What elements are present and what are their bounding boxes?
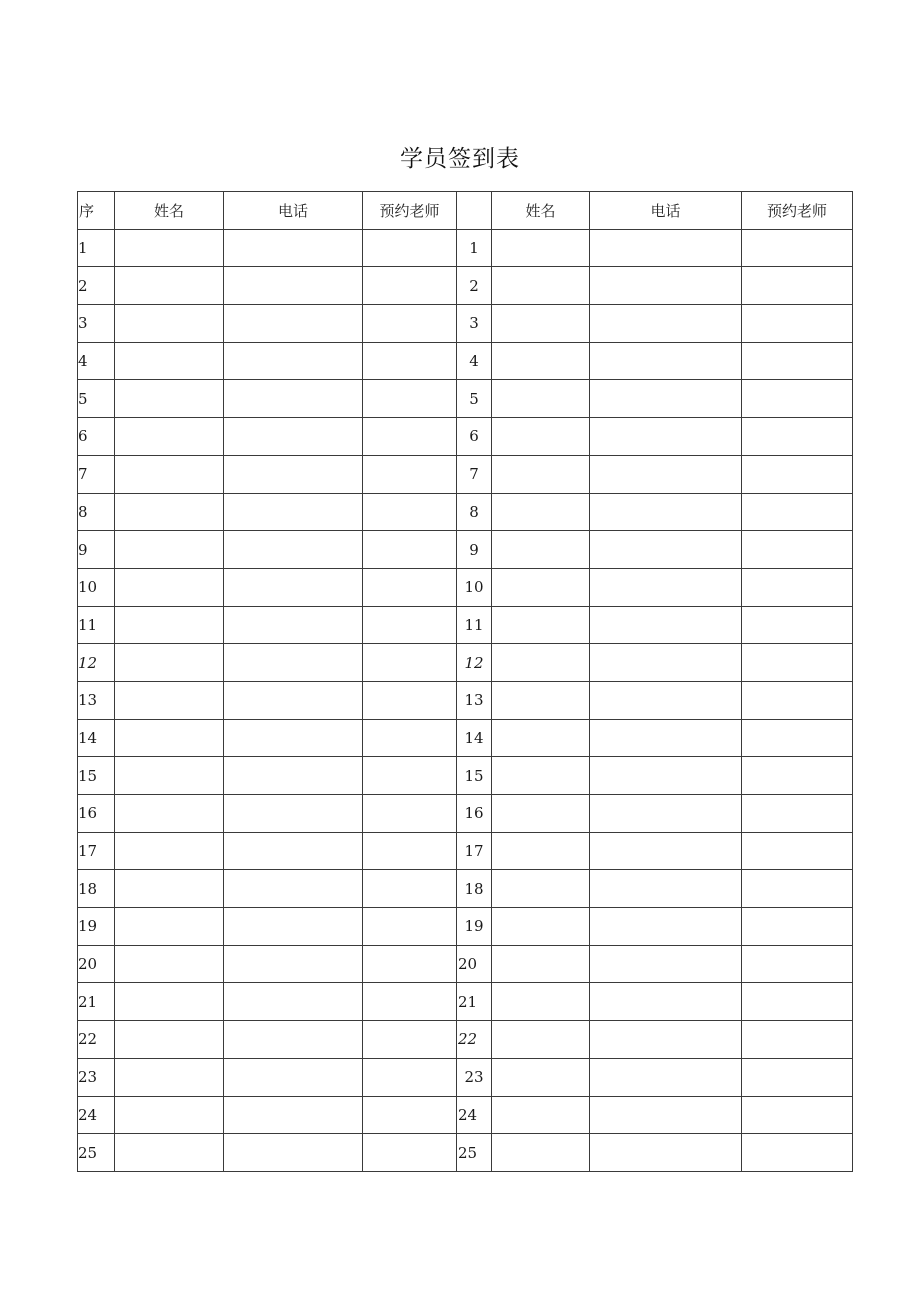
row-number-right: 23 — [457, 1058, 492, 1096]
phone-cell-right[interactable] — [590, 493, 742, 531]
teacher-cell-left[interactable] — [363, 832, 457, 870]
teacher-cell-right[interactable] — [742, 1134, 853, 1172]
name-cell-right[interactable] — [492, 568, 590, 606]
header-teacher-right: 预约老师 — [742, 192, 853, 230]
table-row — [78, 681, 853, 719]
phone-cell-right[interactable] — [590, 757, 742, 795]
table-row — [78, 1058, 853, 1096]
phone-cell-left[interactable] — [224, 757, 363, 795]
row-number-left: 7 — [78, 455, 115, 493]
table-row — [78, 1021, 853, 1059]
row-number-right: 20 — [457, 945, 492, 983]
teacher-cell-left[interactable] — [363, 493, 457, 531]
teacher-cell-left[interactable] — [363, 568, 457, 606]
row-number-right: 4 — [457, 342, 492, 380]
phone-cell-right[interactable] — [590, 719, 742, 757]
name-cell-left[interactable] — [115, 983, 224, 1021]
name-cell-left[interactable] — [115, 493, 224, 531]
teacher-cell-right[interactable] — [742, 719, 853, 757]
phone-cell-right[interactable] — [590, 305, 742, 343]
phone-cell-left[interactable] — [224, 1058, 363, 1096]
teacher-cell-left[interactable] — [363, 531, 457, 569]
row-number-right: 21 — [457, 983, 492, 1021]
name-cell-right[interactable] — [492, 493, 590, 531]
row-number-left: 11 — [78, 606, 115, 644]
table-row — [78, 908, 853, 946]
table-row — [78, 493, 853, 531]
phone-cell-right[interactable] — [590, 1096, 742, 1134]
phone-cell-left[interactable] — [224, 1096, 363, 1134]
teacher-cell-left[interactable] — [363, 606, 457, 644]
name-cell-left[interactable] — [115, 1096, 224, 1134]
phone-cell-left[interactable] — [224, 493, 363, 531]
row-number-left: 10 — [78, 568, 115, 606]
teacher-cell-left[interactable] — [363, 644, 457, 682]
phone-cell-left[interactable] — [224, 229, 363, 267]
phone-cell-left[interactable] — [224, 1021, 363, 1059]
teacher-cell-left[interactable] — [363, 455, 457, 493]
name-cell-left[interactable] — [115, 455, 224, 493]
row-number-left: 4 — [78, 342, 115, 380]
name-cell-left[interactable] — [115, 229, 224, 267]
name-cell-left[interactable] — [115, 342, 224, 380]
phone-cell-left[interactable] — [224, 719, 363, 757]
header-row — [78, 192, 853, 230]
phone-cell-left[interactable] — [224, 795, 363, 833]
row-number-left: 20 — [78, 945, 115, 983]
phone-cell-right[interactable] — [590, 908, 742, 946]
row-number-left: 9 — [78, 531, 115, 569]
row-number-left: 13 — [78, 681, 115, 719]
phone-cell-right[interactable] — [590, 380, 742, 418]
row-number-right: 16 — [457, 795, 492, 833]
teacher-cell-right[interactable] — [742, 455, 853, 493]
name-cell-right[interactable] — [492, 1058, 590, 1096]
name-cell-right[interactable] — [492, 719, 590, 757]
phone-cell-right[interactable] — [590, 1021, 742, 1059]
row-number-left: 25 — [78, 1134, 115, 1172]
phone-cell-left[interactable] — [224, 380, 363, 418]
name-cell-left[interactable] — [115, 644, 224, 682]
table-row — [78, 719, 853, 757]
teacher-cell-left[interactable] — [363, 795, 457, 833]
table-row — [78, 305, 853, 343]
teacher-cell-right[interactable] — [742, 418, 853, 456]
row-number-right: 18 — [457, 870, 492, 908]
teacher-cell-right[interactable] — [742, 681, 853, 719]
row-number-left: 16 — [78, 795, 115, 833]
name-cell-right[interactable] — [492, 1021, 590, 1059]
row-number-left: 23 — [78, 1058, 115, 1096]
name-cell-right[interactable] — [492, 606, 590, 644]
teacher-cell-left[interactable] — [363, 418, 457, 456]
phone-cell-right[interactable] — [590, 795, 742, 833]
teacher-cell-left[interactable] — [363, 229, 457, 267]
phone-cell-right[interactable] — [590, 1134, 742, 1172]
phone-cell-right[interactable] — [590, 531, 742, 569]
row-number-right: 6 — [457, 418, 492, 456]
row-number-left: 19 — [78, 908, 115, 946]
teacher-cell-left[interactable] — [363, 1096, 457, 1134]
table-row — [78, 757, 853, 795]
phone-cell-right[interactable] — [590, 455, 742, 493]
name-cell-left[interactable] — [115, 945, 224, 983]
phone-cell-left[interactable] — [224, 644, 363, 682]
teacher-cell-right[interactable] — [742, 644, 853, 682]
row-number-left: 5 — [78, 380, 115, 418]
teacher-cell-left[interactable] — [363, 681, 457, 719]
header-phone: 电话 — [224, 192, 363, 230]
phone-cell-right[interactable] — [590, 644, 742, 682]
name-cell-left[interactable] — [115, 1058, 224, 1096]
teacher-cell-right[interactable] — [742, 342, 853, 380]
row-number-left: 17 — [78, 832, 115, 870]
row-number-right: 5 — [457, 380, 492, 418]
teacher-cell-right[interactable] — [742, 908, 853, 946]
table-row — [78, 870, 853, 908]
phone-cell-left[interactable] — [224, 681, 363, 719]
phone-cell-left[interactable] — [224, 908, 363, 946]
name-cell-right[interactable] — [492, 1134, 590, 1172]
teacher-cell-left[interactable] — [363, 1021, 457, 1059]
phone-cell-left[interactable] — [224, 455, 363, 493]
row-number-left: 24 — [78, 1096, 115, 1134]
teacher-cell-right[interactable] — [742, 493, 853, 531]
teacher-cell-right[interactable] — [742, 795, 853, 833]
row-number-left: 14 — [78, 719, 115, 757]
table-row — [78, 945, 853, 983]
row-number-left: 8 — [78, 493, 115, 531]
header-seq-right — [457, 192, 492, 230]
phone-cell-right[interactable] — [590, 606, 742, 644]
table-row — [78, 644, 853, 682]
teacher-cell-left[interactable] — [363, 757, 457, 795]
name-cell-left[interactable] — [115, 681, 224, 719]
name-cell-left[interactable] — [115, 606, 224, 644]
row-number-right: 15 — [457, 757, 492, 795]
table-row — [78, 380, 853, 418]
phone-cell-right[interactable] — [590, 229, 742, 267]
table-row — [78, 455, 853, 493]
row-number-right: 7 — [457, 455, 492, 493]
phone-cell-right[interactable] — [590, 418, 742, 456]
name-cell-left[interactable] — [115, 1134, 224, 1172]
phone-cell-right[interactable] — [590, 342, 742, 380]
table-row — [78, 1096, 853, 1134]
header-phone-right: 电话 — [590, 192, 742, 230]
row-number-right: 1 — [457, 229, 492, 267]
name-cell-left[interactable] — [115, 719, 224, 757]
phone-cell-left[interactable] — [224, 267, 363, 305]
table-row — [78, 795, 853, 833]
row-number-left: 21 — [78, 983, 115, 1021]
phone-cell-right[interactable] — [590, 568, 742, 606]
row-number-right: 3 — [457, 305, 492, 343]
teacher-cell-left[interactable] — [363, 1058, 457, 1096]
table-row — [78, 606, 853, 644]
name-cell-right[interactable] — [492, 1096, 590, 1134]
teacher-cell-left[interactable] — [363, 1134, 457, 1172]
name-cell-right[interactable] — [492, 267, 590, 305]
row-number-left: 12 — [78, 644, 115, 682]
name-cell-right[interactable] — [492, 832, 590, 870]
phone-cell-right[interactable] — [590, 1058, 742, 1096]
name-cell-right[interactable] — [492, 644, 590, 682]
table-body — [78, 229, 853, 1171]
teacher-cell-left[interactable] — [363, 908, 457, 946]
name-cell-right[interactable] — [492, 305, 590, 343]
teacher-cell-right[interactable] — [742, 267, 853, 305]
phone-cell-left[interactable] — [224, 945, 363, 983]
row-number-left: 15 — [78, 757, 115, 795]
teacher-cell-right[interactable] — [742, 568, 853, 606]
teacher-cell-right[interactable] — [742, 380, 853, 418]
row-number-left: 3 — [78, 305, 115, 343]
teacher-cell-right[interactable] — [742, 531, 853, 569]
row-number-left: 22 — [78, 1021, 115, 1059]
row-number-right: 9 — [457, 531, 492, 569]
name-cell-right[interactable] — [492, 908, 590, 946]
phone-cell-left[interactable] — [224, 342, 363, 380]
teacher-cell-right[interactable] — [742, 1058, 853, 1096]
row-number-left: 2 — [78, 267, 115, 305]
name-cell-left[interactable] — [115, 568, 224, 606]
phone-cell-right[interactable] — [590, 983, 742, 1021]
name-cell-right[interactable] — [492, 945, 590, 983]
row-number-left: 18 — [78, 870, 115, 908]
name-cell-right[interactable] — [492, 455, 590, 493]
phone-cell-right[interactable] — [590, 267, 742, 305]
teacher-cell-right[interactable] — [742, 229, 853, 267]
name-cell-left[interactable] — [115, 757, 224, 795]
table-row — [78, 229, 853, 267]
teacher-cell-right[interactable] — [742, 606, 853, 644]
teacher-cell-right[interactable] — [742, 305, 853, 343]
name-cell-right[interactable] — [492, 983, 590, 1021]
name-cell-right[interactable] — [492, 531, 590, 569]
teacher-cell-right[interactable] — [742, 832, 853, 870]
teacher-cell-right[interactable] — [742, 983, 853, 1021]
name-cell-left[interactable] — [115, 832, 224, 870]
phone-cell-right[interactable] — [590, 945, 742, 983]
row-number-right: 13 — [457, 681, 492, 719]
name-cell-right[interactable] — [492, 342, 590, 380]
row-number-left: 1 — [78, 229, 115, 267]
table-row — [78, 267, 853, 305]
row-number-right: 12 — [457, 644, 492, 682]
table-row — [78, 418, 853, 456]
table-row — [78, 568, 853, 606]
teacher-cell-right[interactable] — [742, 1096, 853, 1134]
header-seq: 序 — [78, 192, 115, 230]
row-number-right: 8 — [457, 493, 492, 531]
teacher-cell-left[interactable] — [363, 342, 457, 380]
phone-cell-left[interactable] — [224, 305, 363, 343]
teacher-cell-left[interactable] — [363, 380, 457, 418]
name-cell-right[interactable] — [492, 870, 590, 908]
table-row — [78, 832, 853, 870]
name-cell-left[interactable] — [115, 305, 224, 343]
table-row — [78, 531, 853, 569]
row-number-right: 2 — [457, 267, 492, 305]
header-teacher: 预约老师 — [363, 192, 457, 230]
phone-cell-right[interactable] — [590, 832, 742, 870]
teacher-cell-left[interactable] — [363, 870, 457, 908]
phone-cell-right[interactable] — [590, 870, 742, 908]
name-cell-left[interactable] — [115, 1021, 224, 1059]
row-number-right: 22 — [457, 1021, 492, 1059]
name-cell-left[interactable] — [115, 870, 224, 908]
phone-cell-left[interactable] — [224, 418, 363, 456]
header-name: 姓名 — [115, 192, 224, 230]
teacher-cell-right[interactable] — [742, 945, 853, 983]
phone-cell-left[interactable] — [224, 832, 363, 870]
sign-in-table — [77, 191, 853, 1172]
teacher-cell-right[interactable] — [742, 757, 853, 795]
page-title: 学员签到表 — [400, 146, 520, 172]
table-row — [78, 983, 853, 1021]
name-cell-left[interactable] — [115, 380, 224, 418]
teacher-cell-left[interactable] — [363, 945, 457, 983]
teacher-cell-left[interactable] — [363, 267, 457, 305]
phone-cell-right[interactable] — [590, 681, 742, 719]
phone-cell-left[interactable] — [224, 531, 363, 569]
row-number-right: 24 — [457, 1096, 492, 1134]
name-cell-left[interactable] — [115, 531, 224, 569]
phone-cell-left[interactable] — [224, 870, 363, 908]
row-number-right: 25 — [457, 1134, 492, 1172]
name-cell-left[interactable] — [115, 418, 224, 456]
phone-cell-left[interactable] — [224, 606, 363, 644]
table-row — [78, 1134, 853, 1172]
teacher-cell-right[interactable] — [742, 1021, 853, 1059]
name-cell-right[interactable] — [492, 795, 590, 833]
phone-cell-left[interactable] — [224, 1134, 363, 1172]
name-cell-right[interactable] — [492, 418, 590, 456]
teacher-cell-left[interactable] — [363, 305, 457, 343]
name-cell-right[interactable] — [492, 380, 590, 418]
row-number-right: 10 — [457, 568, 492, 606]
phone-cell-left[interactable] — [224, 983, 363, 1021]
teacher-cell-right[interactable] — [742, 870, 853, 908]
name-cell-left[interactable] — [115, 908, 224, 946]
phone-cell-left[interactable] — [224, 568, 363, 606]
row-number-right: 17 — [457, 832, 492, 870]
teacher-cell-left[interactable] — [363, 719, 457, 757]
name-cell-left[interactable] — [115, 267, 224, 305]
name-cell-right[interactable] — [492, 757, 590, 795]
row-number-right: 19 — [457, 908, 492, 946]
table-row — [78, 342, 853, 380]
name-cell-right[interactable] — [492, 229, 590, 267]
name-cell-right[interactable] — [492, 681, 590, 719]
row-number-right: 14 — [457, 719, 492, 757]
header-name-right: 姓名 — [492, 192, 590, 230]
name-cell-left[interactable] — [115, 795, 224, 833]
row-number-right: 11 — [457, 606, 492, 644]
teacher-cell-left[interactable] — [363, 983, 457, 1021]
row-number-left: 6 — [78, 418, 115, 456]
